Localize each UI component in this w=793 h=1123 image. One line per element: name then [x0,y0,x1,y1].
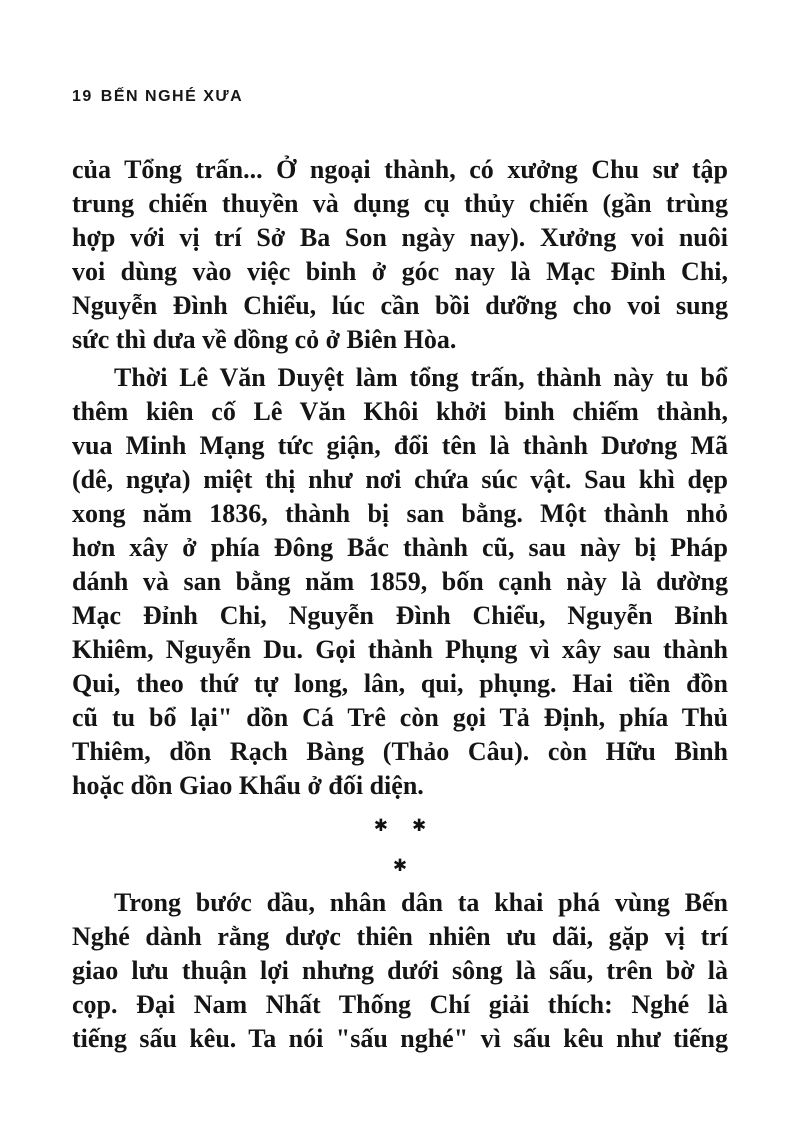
text-line: của Tổng trấn... Ở ngoại thành, có xưởng Chu sư tập [72,155,728,184]
text-line: cọp. Đại Nam Nhất Thống Chí giải thích: Nghé là [72,990,728,1019]
text-line: xong năm 1836, thành bị san bằng. Một thành nhỏ [72,499,728,528]
page-number: 19 [72,88,93,105]
text-block [72,153,728,1056]
paragraph-1 [72,153,728,357]
text-line: cũ tu bổ lại" dồn Cá Trê còn gọi Tả Định, phía Thủ [72,703,728,732]
text-line: sức thì dưa về dồng cỏ ở Biên Hòa. [72,325,457,354]
text-line: hợp với vị trí Sở Ba Son ngày nay). Xưởng voi nuôi [72,223,728,252]
text-line: giao lưu thuận lợi nhưng dưới sông là sấu, trên bờ là [72,956,728,985]
section-separator [72,806,728,886]
text-line: Nghé dành rằng dược thiên nhiên ưu dãi, gặp vị trí [72,922,728,951]
separator-asterisks-top: ✱ ✱ [373,816,427,836]
separator-asterisk-bottom: ✱ [392,856,408,876]
text-line: vua Minh Mạng tức giận, đổi tên là thành Dương Mã [72,431,728,460]
text-line: dánh và san bằng năm 1859, bốn cạnh này là dường [72,567,728,596]
text-line: hoặc dồn Giao Khẩu ở đối diện. [72,771,424,800]
text-line: Thời Lê Văn Duyệt làm tổng trấn, thành này tu bổ [114,363,728,392]
text-line: Nguyễn Đình Chiểu, lúc cần bồi dưỡng cho voi sung [72,291,728,320]
paragraph-2 [72,361,728,803]
text-line: Qui, theo thứ tự long, lân, qui, phụng. Hai tiền đồn [72,669,728,698]
text-line: trung chiến thuyền và dụng cụ thủy chiến (gần trùng [72,189,728,218]
text-line: hơn xây ở phía Đông Bắc thành cũ, sau này bị Pháp [72,533,728,562]
text-line: (dê, ngựa) miệt thị như nơi chứa súc vật. Sau khì dẹp [72,465,728,494]
book-title: BẾN NGHÉ XƯA [100,88,244,105]
text-line: Mạc Đỉnh Chi, Nguyễn Đình Chiểu, Nguyễn Bỉnh [72,601,728,630]
text-line: voi dùng vào việc binh ở góc nay là Mạc Đỉnh Chi, [72,257,728,286]
text-line: Trong bước dầu, nhân dân ta khai phá vùng Bến [114,888,728,917]
text-line: tiếng sấu kêu. Ta nói "sấu nghé" vì sấu kêu như tiếng [72,1024,728,1053]
text-line: Thiêm, dồn Rạch Bàng (Thảo Câu). còn Hữu Bình [72,737,728,766]
text-line: Khiêm, Nguyễn Du. Gọi thành Phụng vì xây sau thành [72,635,728,664]
paragraph-3 [72,886,728,1056]
running-header [72,88,243,106]
text-line: thêm kiên cố Lê Văn Khôi khởi binh chiếm thành, [72,397,728,426]
